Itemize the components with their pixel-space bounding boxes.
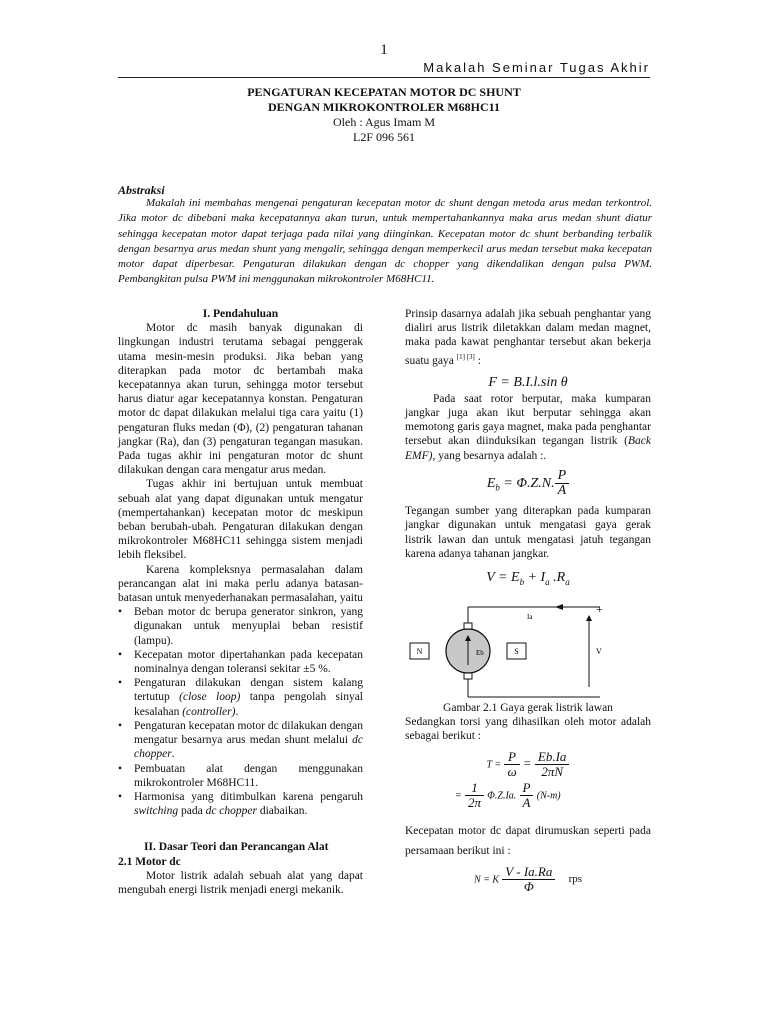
list-item-text: pada xyxy=(178,805,206,818)
list-item-text: Kecepatan motor dipertahankan pada kecepatan nominalnya dengan toleransi sekitar ±5 %. xyxy=(134,648,363,676)
equation-unit: (N-m) xyxy=(536,790,561,802)
student-id: L2F 096 561 xyxy=(352,130,415,144)
fraction-numerator: V - Ia.Ra xyxy=(502,865,555,880)
fraction-numerator: 1 xyxy=(465,781,484,796)
abstract-body: Makalah ini membahas mengenai pengaturan kecepatan motor dc shunt dengan metoda arus medan terkontrol. Jika motor dc dibebani maka kecepatannya akan turun, untuk mempertahankannya maka arus medan shunt diatur sehingga kecepatan motor dapat terjaga pada nilai yang diinginkan. Kecepatan motor dc shunt berbanding terbalik dengan besarnya arus medan shunt yang mengalir, sehingga dengan memperkecil arus medan tersebut maka kecepatan motor dapat diperbesar. Pengaturan dilakukan dengan dc chopper yang dikendalikan dengan pulsa PWM. Pembangkitan pulsa PWM ini menggunakan mikrokontroler M68HC11. xyxy=(118,197,652,286)
list-item-italic: dc chopper xyxy=(205,805,257,818)
citation: [1] [3] xyxy=(456,352,475,361)
paragraph-italic: Back EMF) xyxy=(405,435,651,462)
list-item-italic: (controller) xyxy=(182,705,236,718)
paper-title-line1: PENGATURAN KECEPATAN MOTOR DC SHUNT xyxy=(247,85,521,99)
paper-title-line2: DENGAN MIKROKONTROLER M68HC11 xyxy=(267,100,500,114)
fraction xyxy=(535,750,570,779)
list-item-italic: (close loop) xyxy=(179,691,241,704)
paragraph: Karena kompleksnya permasalahan dalam perancangan alat ini maka perlu adanya batasan-batasan untuk menyederhanakan permasalahan, yaitu xyxy=(118,563,363,605)
back-emf-circuit-diagram xyxy=(405,589,651,701)
paragraph xyxy=(405,392,651,463)
equation-text: + I xyxy=(524,570,546,586)
equation-back-emf xyxy=(405,469,651,498)
subsection-title: 2.1 Motor dc xyxy=(118,855,181,868)
section-2-title: II. Dasar Teori dan Perancangan Alat xyxy=(144,841,329,854)
equation-subscript: a xyxy=(565,576,570,587)
fraction-denominator: ω xyxy=(507,763,517,779)
emf-label: Eb xyxy=(476,649,484,658)
pole-label-s: S xyxy=(514,647,519,657)
list-item-text: . xyxy=(171,748,175,761)
fraction xyxy=(504,750,519,779)
fraction-numerator: P xyxy=(504,750,519,765)
paragraph: Kecepatan motor dc dapat dirumuskan seperti pada persamaan berikut ini : xyxy=(405,824,651,857)
title-block xyxy=(118,85,650,145)
fraction-numerator: P xyxy=(520,781,534,796)
current-label: Ia xyxy=(527,613,533,622)
paragraph-text: Prinsip dasarnya adalah jika sebuah penghantar yang dialiri arus listrik diletakkan dalam medan magnet, maka pada kawat penghantar tersebut akan bekerja suatu gaya xyxy=(405,308,651,367)
equation-torque xyxy=(405,750,651,779)
fraction-denominator: 2πN xyxy=(541,763,564,779)
equation-text: T = xyxy=(486,759,502,771)
author: Oleh : Agus Imam M xyxy=(333,115,435,129)
equation-subscript: b xyxy=(519,576,525,587)
paragraph: Sedangkan torsi yang dihasilkan oleh motor adalah sebagai berikut : xyxy=(405,716,651,743)
fraction-denominator: 2π xyxy=(468,795,482,811)
equation-text: V = E xyxy=(486,570,520,586)
figure-caption: Gambar 2.1 Gaya gerak listrik lawan xyxy=(443,702,613,715)
fraction-denominator: A xyxy=(557,483,567,499)
paragraph: Tugas akhir ini bertujuan untuk membuat sebuah alat yang dapat digunakan untuk mengatur (mempertahankan) kecepatan motor dc meskipun beban berubah-ubah. Pengaturan dilakukan dengan mikrokontroler M68HC11 sehingga sistem menjadi lebih fleksibel. xyxy=(118,478,363,562)
list-item xyxy=(134,762,363,790)
paragraph-text: Pada saat rotor berputar, maka kumparan jangkar juga akan ikut berputar sehingga akan memotong garis gaya magnet, maka pada penghantar tersebut akan diinduksikan tegangan listrik ( xyxy=(405,392,651,448)
paragraph xyxy=(405,307,651,368)
current-arrow xyxy=(555,604,563,610)
page-number: 1 xyxy=(380,42,388,58)
equation-text: N = K xyxy=(473,874,500,886)
equation-text: .R xyxy=(549,570,566,586)
list-item-text: Pengaturan kecepatan motor dc dilakukan dengan mengatur besarnya arus medan shunt melalui xyxy=(134,719,363,747)
list-item-text: Beban motor dc berupa generator sinkron, yang digunakan untuk menyuplai beban resistif (lampu). xyxy=(134,606,363,647)
equation-text: = Φ.Z.N. xyxy=(499,475,555,491)
running-header: Makalah Seminar Tugas Akhir xyxy=(423,60,650,75)
left-column xyxy=(118,307,363,897)
equation-subscript: a xyxy=(545,576,550,587)
header-rule xyxy=(118,77,650,78)
fraction-numerator: P xyxy=(555,469,570,484)
limitations-list xyxy=(118,605,363,818)
list-item xyxy=(134,605,363,648)
list-item-text: Pengaturan dilakukan dengan sistem kalang tertutup xyxy=(134,677,363,704)
paragraph-text: , yang besarnya adalah :. xyxy=(432,449,547,462)
voltage-label: V xyxy=(596,647,602,657)
paragraph-text: : xyxy=(474,354,481,367)
right-column xyxy=(405,307,651,898)
equation-text: = xyxy=(522,755,532,771)
paragraph: Motor dc masih banyak digunakan di lingkungan industri terutama sebagai penggerak utama mesin-mesin produksi. Jika beban yang diterapkan pada motor dc bertambah maka kecepatannya akan turun, sehingga motor tersebut harus diatur agar kecepatannya konstan. Pengaturan motor dc dapat dilakukan melalui tiga cara yaitu (1) pengaturan fluks medan (Φ), (2) pengaturan tahanan jangkar (Ra), dan (3) pengaturan tegangan masukan. Pada tugas akhir ini pengaturan motor dc shunt dilakukan dengan cara mengatur arus medan. xyxy=(118,322,363,477)
list-item xyxy=(134,648,363,676)
list-item xyxy=(134,790,363,818)
section-1-title: I. Pendahuluan xyxy=(202,308,279,320)
fraction-numerator: Eb.Ia xyxy=(535,750,570,765)
abstract-heading: Abstraksi xyxy=(118,183,165,197)
list-item-text: tanpa pengolah sinyal kesalahan xyxy=(134,691,363,718)
fraction xyxy=(555,469,570,498)
list-item-text: . xyxy=(235,705,239,718)
list-item xyxy=(134,676,363,719)
fraction xyxy=(502,865,555,894)
equation-voltage xyxy=(405,571,651,589)
voltage-arrow-head xyxy=(586,615,592,621)
list-item-text: diabaikan. xyxy=(256,805,308,818)
list-item-italic: dc chopper xyxy=(134,734,363,761)
equation-speed xyxy=(405,865,651,894)
list-item xyxy=(134,719,363,762)
fraction xyxy=(465,781,484,810)
fraction xyxy=(520,781,534,810)
equation-text: F = B.I.l.sin θ xyxy=(488,374,568,390)
equation-unit: rps xyxy=(568,873,583,886)
fraction-denominator: Φ xyxy=(523,878,534,894)
equation-symbol: E xyxy=(486,475,496,491)
paragraph: Motor listrik adalah sebuah alat yang dapat mengubah energi listrik menjadi energi mekanik. xyxy=(118,869,363,896)
plus-terminal: + xyxy=(596,602,603,617)
equation-subscript: b xyxy=(495,482,500,493)
pole-label-n: N xyxy=(416,647,423,657)
list-item-italic: switching xyxy=(134,805,179,818)
paragraph: Tegangan sumber yang diterapkan pada kumparan jangkar digunakan untuk mengatasi gaya gerak listrik lawan dan untuk mengatasi jatuh tegangan karena adanya tahanan jangkar. xyxy=(405,505,651,560)
equation-force xyxy=(405,376,651,390)
list-item-text: Harmonisa yang ditimbulkan karena pengaruh xyxy=(134,790,363,803)
fraction-denominator: A xyxy=(522,795,531,811)
equation-text: Φ.Z.Ia. xyxy=(487,790,517,802)
equation-torque-2 xyxy=(455,781,651,810)
equation-text: = xyxy=(455,790,462,802)
list-item-text: Pembuatan alat dengan menggunakan mikrokontroler M68HC11. xyxy=(134,762,363,789)
